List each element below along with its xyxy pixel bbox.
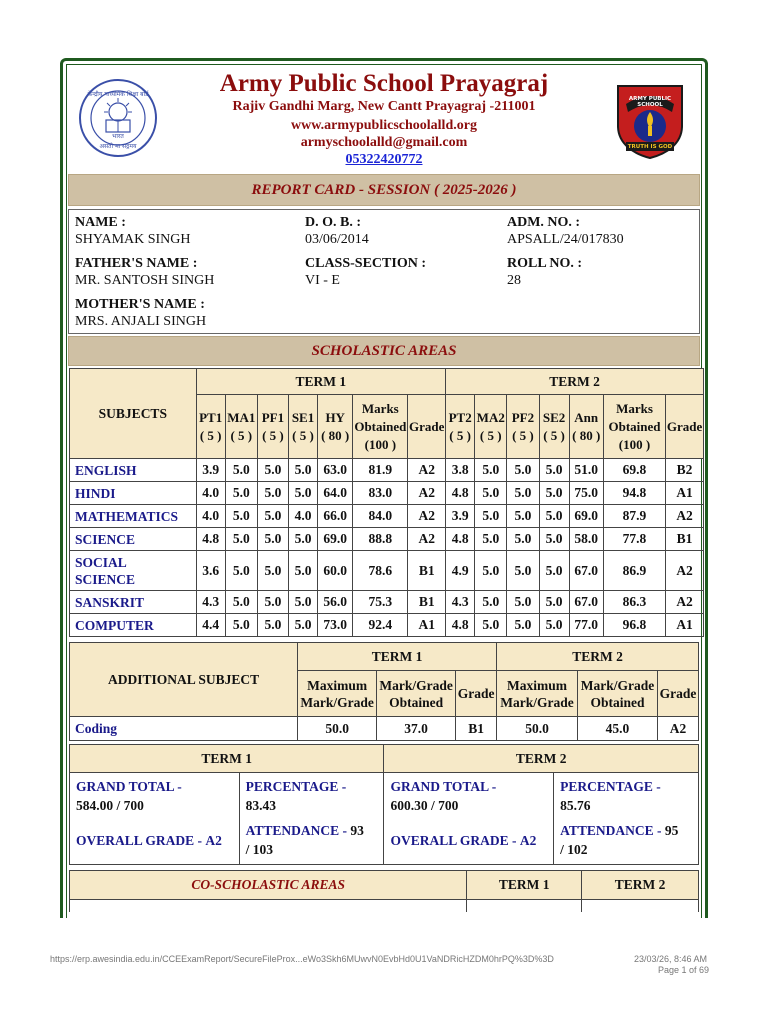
mark-cell: 5.0 [288,482,317,505]
additional-subject-name: Coding [70,717,298,741]
mark-cell: 3.9 [446,505,475,528]
term2-grand-total [384,773,554,865]
table-row [70,614,704,637]
mark-cell: 5.0 [225,591,257,614]
mark-cell: 73.0 [318,614,353,637]
mark-cell: 4.8 [446,528,475,551]
add-col-header-t1-2: Grade [456,671,497,717]
school-address: Rajiv Gandhi Marg, New Cantt Prayagraj -211001 [232,99,536,114]
aps-crest-top-text: ARMY PUBLIC SCHOOL [628,96,672,108]
mark-cell: 5.0 [288,591,317,614]
class-label: CLASS-SECTION : [305,256,426,271]
mark-cell: 4.3 [446,591,475,614]
scholastic-title: SCHOLASTIC AREAS [68,336,700,366]
add-term2-header: TERM 2 [497,643,699,671]
mark-cell: 96.8 [603,614,665,637]
father-label: FATHER'S NAME : [75,256,198,271]
coscholastic-header: CO-SCHOLASTIC AREAS [70,871,467,900]
mark-cell: 5.0 [507,528,539,551]
col-header-t1-4: HY ( 80 ) [318,395,353,459]
table-row [70,551,704,591]
additional-mark-cell: 45.0 [578,717,658,741]
mark-cell: 5.0 [507,459,539,482]
mark-cell: 5.0 [288,614,317,637]
school-email: armyschoolalld@gmail.com [300,135,468,150]
mark-cell: 88.8 [353,528,408,551]
mark-cell: A2 [408,528,446,551]
pct2-value: 85.76 [560,798,591,813]
mark-cell: 5.0 [539,528,569,551]
mark-cell: 94.8 [603,482,665,505]
name-label: NAME : [75,215,126,230]
mark-cell: B2 [666,459,704,482]
term2-percentage [554,773,699,865]
og2-value: A2 [519,833,537,848]
aps-crest-bottom-text: TRUTH IS GOD [627,144,673,150]
adm-label: ADM. NO. : [507,215,581,230]
mark-cell: 5.0 [288,528,317,551]
mark-cell: 5.0 [225,482,257,505]
table-row [70,505,704,528]
mark-cell: A1 [666,614,704,637]
pct1-value: 83.43 [245,798,277,813]
mark-cell: A2 [666,505,704,528]
mark-cell: 4.3 [196,591,225,614]
mark-cell: 3.9 [196,459,225,482]
mark-cell: A1 [408,614,446,637]
subject-name: HINDI [70,482,197,505]
mark-cell: 5.0 [507,482,539,505]
col-header-t2-5: Marks Obtained (100 ) [603,395,665,459]
mark-cell: 5.0 [507,591,539,614]
mark-cell: 3.6 [196,551,225,591]
pct1-label: PERCENTAGE - [245,779,347,794]
mark-cell: 86.9 [603,551,665,591]
col-header-t1-3: SE1 ( 5 ) [288,395,317,459]
mark-cell: 64.0 [318,482,353,505]
mark-cell: 5.0 [257,528,288,551]
gt2-value: 600.30 / 700 [390,798,459,813]
mark-cell: 67.0 [569,551,603,591]
subject-name: SCIENCE [70,528,197,551]
mark-cell: 5.0 [475,551,507,591]
additional-subject-header: ADDITIONAL SUBJECT [70,643,298,717]
table-row [70,591,704,614]
mark-cell: 5.0 [257,551,288,591]
mark-cell: 83.0 [353,482,408,505]
mark-cell: 92.4 [353,614,408,637]
col-header-t1-1: MA1 ( 5 ) [225,395,257,459]
totals-term2-header: TERM 2 [384,745,699,773]
subjects-header: SUBJECTS [70,369,197,459]
mark-cell: 5.0 [539,459,569,482]
att2-label: ATTENDANCE - [560,823,662,838]
term1-percentage [239,773,384,865]
school-phone-link[interactable]: 05322420772 [345,152,423,167]
mark-cell: 60.0 [318,551,353,591]
add-col-header-t2-2: Grade [657,671,698,717]
mark-cell: 4.0 [288,505,317,528]
mark-cell: 4.8 [446,482,475,505]
mark-cell: 75.3 [353,591,408,614]
mark-cell: 5.0 [475,482,507,505]
additional-mark-cell: A2 [657,717,698,741]
mark-cell: 5.0 [225,459,257,482]
mark-cell: 5.0 [257,614,288,637]
mark-cell: 84.0 [353,505,408,528]
col-header-t2-6: Grade [666,395,704,459]
mark-cell: 5.0 [507,505,539,528]
additional-mark-cell: 50.0 [497,717,578,741]
scholastic-table [69,368,704,637]
col-header-t1-5: Marks Obtained (100 ) [353,395,408,459]
mark-cell: B1 [408,591,446,614]
mark-cell: A2 [408,505,446,528]
add-col-header-t2-0: Maximum Mark/Grade [497,671,578,717]
mark-cell: A2 [408,459,446,482]
mark-cell: 5.0 [539,505,569,528]
col-header-t2-1: MA2 ( 5 ) [475,395,507,459]
att1-value: 93 / 103 [245,823,364,857]
mark-cell: 87.9 [603,505,665,528]
roll-value: 28 [507,273,521,288]
mark-cell: 5.0 [225,551,257,591]
term1-header: TERM 1 [196,369,445,395]
dob-value: 03/06/2014 [305,232,369,247]
mark-cell: 5.0 [539,591,569,614]
mark-cell: 69.0 [318,528,353,551]
mark-cell: 77.0 [569,614,603,637]
og1-label: OVERALL GRADE - [76,833,203,848]
og2-label: OVERALL GRADE - [390,833,517,848]
table-row [70,459,704,482]
mark-cell: 5.0 [507,614,539,637]
subject-name: ENGLISH [70,459,197,482]
col-header-t1-0: PT1 ( 5 ) [196,395,225,459]
mark-cell: A2 [666,591,704,614]
mark-cell: 4.4 [196,614,225,637]
father-name: MR. SANTOSH SINGH [75,273,215,288]
pct2-label: PERCENTAGE - [560,779,661,794]
mark-cell: 5.0 [475,591,507,614]
col-header-t2-3: SE2 ( 5 ) [539,395,569,459]
att1-label: ATTENDANCE - [245,823,348,838]
additional-mark-cell: 37.0 [377,717,456,741]
add-col-header-t1-1: Mark/Grade Obtained [377,671,456,717]
mark-cell: A2 [666,551,704,591]
mark-cell: 4.0 [196,482,225,505]
term2-header: TERM 2 [446,369,704,395]
mark-cell: 5.0 [475,614,507,637]
cbse-logo-mid-text: भारत [112,133,124,140]
mark-cell: 4.8 [446,614,475,637]
school-name: Army Public School Prayagraj [219,70,549,97]
mark-cell: 77.8 [603,528,665,551]
mother-name: MRS. ANJALI SINGH [75,314,207,329]
col-header-t1-2: PF1 ( 5 ) [257,395,288,459]
mark-cell: 5.0 [475,528,507,551]
mark-cell: 5.0 [539,551,569,591]
mark-cell: 78.6 [353,551,408,591]
col-header-t2-4: Ann ( 80 ) [569,395,603,459]
mark-cell: 5.0 [507,551,539,591]
mark-cell: 67.0 [569,591,603,614]
mark-cell: 63.0 [318,459,353,482]
col-header-t1-6: Grade [408,395,446,459]
add-col-header-t2-1: Mark/Grade Obtained [578,671,658,717]
mark-cell: 5.0 [475,459,507,482]
additional-mark-cell: B1 [456,717,497,741]
mark-cell: 5.0 [539,482,569,505]
mother-label: MOTHER'S NAME : [75,297,205,312]
mark-cell: 86.3 [603,591,665,614]
school-website: www.armypublicschoolalld.org [291,118,477,133]
mark-cell: 5.0 [225,528,257,551]
mark-cell: 5.0 [225,614,257,637]
og1-value: A2 [205,833,222,848]
mark-cell: 5.0 [225,505,257,528]
footer-datetime: 23/03/26, 8:46 AM [634,954,708,964]
school-header [68,66,700,172]
gt2-label: GRAND TOTAL - [390,779,497,794]
report-card-title: REPORT CARD - SESSION ( 2025-2026 ) [68,174,700,206]
totals-term1-header: TERM 1 [70,745,384,773]
cbse-logo-bottom-text: असतो मा सद्गमय [99,143,137,150]
additional-mark-cell: 50.0 [298,717,377,741]
mark-cell: A2 [408,482,446,505]
mark-cell: 5.0 [475,505,507,528]
add-term1-header: TERM 1 [298,643,497,671]
subject-name: SOCIAL SCIENCE [70,551,197,591]
term1-grand-total [70,773,240,865]
mark-cell: 5.0 [539,614,569,637]
footer-page-number: Page 1 of 69 [658,965,710,975]
subject-name: SANSKRIT [70,591,197,614]
class-value: VI - E [305,273,340,288]
mark-cell: B1 [666,528,704,551]
mark-cell: 5.0 [288,459,317,482]
adm-value: APSALL/24/017830 [507,232,624,247]
att2-value: 95 / 102 [560,823,679,857]
co-term1-header: TERM 1 [467,871,582,900]
subject-name: COMPUTER [70,614,197,637]
mark-cell: 5.0 [288,551,317,591]
student-name: SHYAMAK SINGH [75,232,191,247]
mark-cell: B1 [408,551,446,591]
add-col-header-t1-0: Maximum Mark/Grade [298,671,377,717]
roll-label: ROLL NO. : [507,256,583,271]
gt1-label: GRAND TOTAL - [76,779,182,794]
mark-cell: 75.0 [569,482,603,505]
mark-cell: 5.0 [257,591,288,614]
mark-cell: 4.9 [446,551,475,591]
col-header-t2-2: PF2 ( 5 ) [507,395,539,459]
table-row [70,482,704,505]
mark-cell: 5.0 [257,459,288,482]
dob-label: D. O. B. : [305,215,361,230]
mark-cell: 81.9 [353,459,408,482]
mark-cell: 4.0 [196,505,225,528]
co-term2-header: TERM 2 [582,871,699,900]
gt1-value: 584.00 / 700 [76,798,144,813]
mark-cell: 51.0 [569,459,603,482]
additional-subject-table [69,642,699,741]
student-info [68,209,700,334]
mark-cell: 5.0 [257,482,288,505]
mark-cell: A1 [666,482,704,505]
mark-cell: 56.0 [318,591,353,614]
coscholastic-table [69,870,699,912]
mark-cell: 58.0 [569,528,603,551]
table-row [70,528,704,551]
mark-cell: 69.0 [569,505,603,528]
footer-url[interactable]: https://erp.awesindia.edu.in/CCEExamReport/SecureFileProx...eWo3Skh6MUwvN0EvbHd0U1VaNDRicHZDM0hrPQ%3D%3D [50,954,554,964]
mark-cell: 3.8 [446,459,475,482]
mark-cell: 69.8 [603,459,665,482]
mark-cell: 5.0 [257,505,288,528]
cbse-logo-top-text: केन्द्रीय माध्यमिक शिक्षा बोर्ड [87,91,149,98]
mark-cell: 4.8 [196,528,225,551]
col-header-t2-0: PT2 ( 5 ) [446,395,475,459]
totals-table [69,744,699,865]
mark-cell: 66.0 [318,505,353,528]
subject-name: MATHEMATICS [70,505,197,528]
